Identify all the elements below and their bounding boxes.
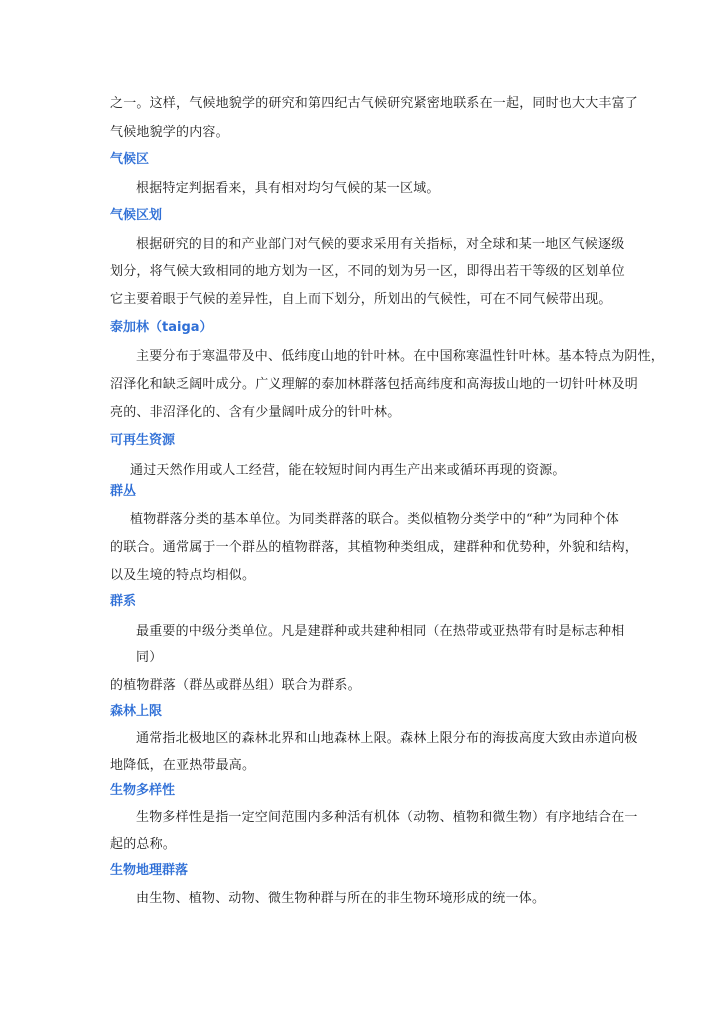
- definition-line: 的植物群落（群丛或群丛组）联合为群系。: [110, 678, 361, 693]
- intro-line: 气候地貌学的内容。: [110, 125, 229, 140]
- definition-line: 根据研究的目的和产业部门对气候的要求采用有关指标，对全球和某一地区气候逐级: [136, 237, 625, 252]
- definition-line: 植物群落分类的基本单位。为同类群落的联合。类似植物分类学中的“种”为同种个体: [130, 512, 619, 527]
- term-heading: 生物多样性: [110, 783, 176, 798]
- intro-line: 之一。这样，气候地貌学的研究和第四纪古气候研究紧密地联系在一起，同时也大大丰富了: [110, 96, 639, 111]
- definition-line: 以及生境的特点均相似。: [110, 568, 256, 583]
- definition-line: 沼泽化和缺乏阔叶成分。广义理解的泰加林群落包括高纬度和高海拔山地的一切针叶林及明: [110, 377, 639, 392]
- definition-line: 主要分布于寒温带及中、低纬度山地的针叶林。在中国称寒温性针叶林。基本特点为阴性，: [136, 349, 665, 364]
- definition-line: 同）: [136, 650, 163, 665]
- term-heading: 泰加林（taiga）: [110, 320, 213, 335]
- definition-line: 地降低，在亚热带最高。: [110, 758, 256, 773]
- definition-line: 由生物、植物、动物、微生物种群与所在的非生物环境形成的统一体。: [136, 891, 546, 906]
- term-heading: 气候区划: [110, 208, 163, 223]
- definition-line: 通常指北极地区的森林北界和山地森林上限。森林上限分布的海拔高度大致由赤道向极: [136, 731, 638, 746]
- definition-line: 根据特定判据看来，具有相对均匀气候的某一区域。: [136, 181, 440, 196]
- term-heading: 生物地理群落: [110, 863, 189, 878]
- definition-line: 起的总称。: [110, 837, 177, 852]
- term-heading: 可再生资源: [110, 433, 176, 448]
- term-heading: 气候区: [110, 152, 150, 167]
- term-heading: 群系: [110, 594, 137, 609]
- definition-line: 亮的、非沼泽化的、含有少量阔叶成分的针叶林。: [110, 405, 401, 420]
- definition-line: 生物多样性是指一定空间范围内多种活有机体（动物、植物和微生物）有序地结合在一: [136, 810, 638, 825]
- definition-line: 划分，将气候大致相同的地方划为一区，不同的划为另一区，即得出若干等级的区划单位: [110, 264, 625, 279]
- term-heading: 森林上限: [110, 704, 163, 719]
- definition-line: 最重要的中级分类单位。凡是建群种或共建种相同（在热带或亚热带有时是标志种相: [136, 624, 625, 639]
- term-heading: 群丛: [110, 484, 137, 499]
- definition-line: 通过天然作用或人工经营，能在较短时间内再生产出来或循环再现的资源。: [130, 463, 566, 478]
- definition-line: 的联合。通常属于一个群丛的植物群落，其植物种类组成，建群种和优势种，外貌和结构，: [110, 540, 639, 555]
- definition-line: 它主要着眼于气候的差异性，自上而下划分，所划出的气候性，可在不同气候带出现。: [110, 292, 612, 307]
